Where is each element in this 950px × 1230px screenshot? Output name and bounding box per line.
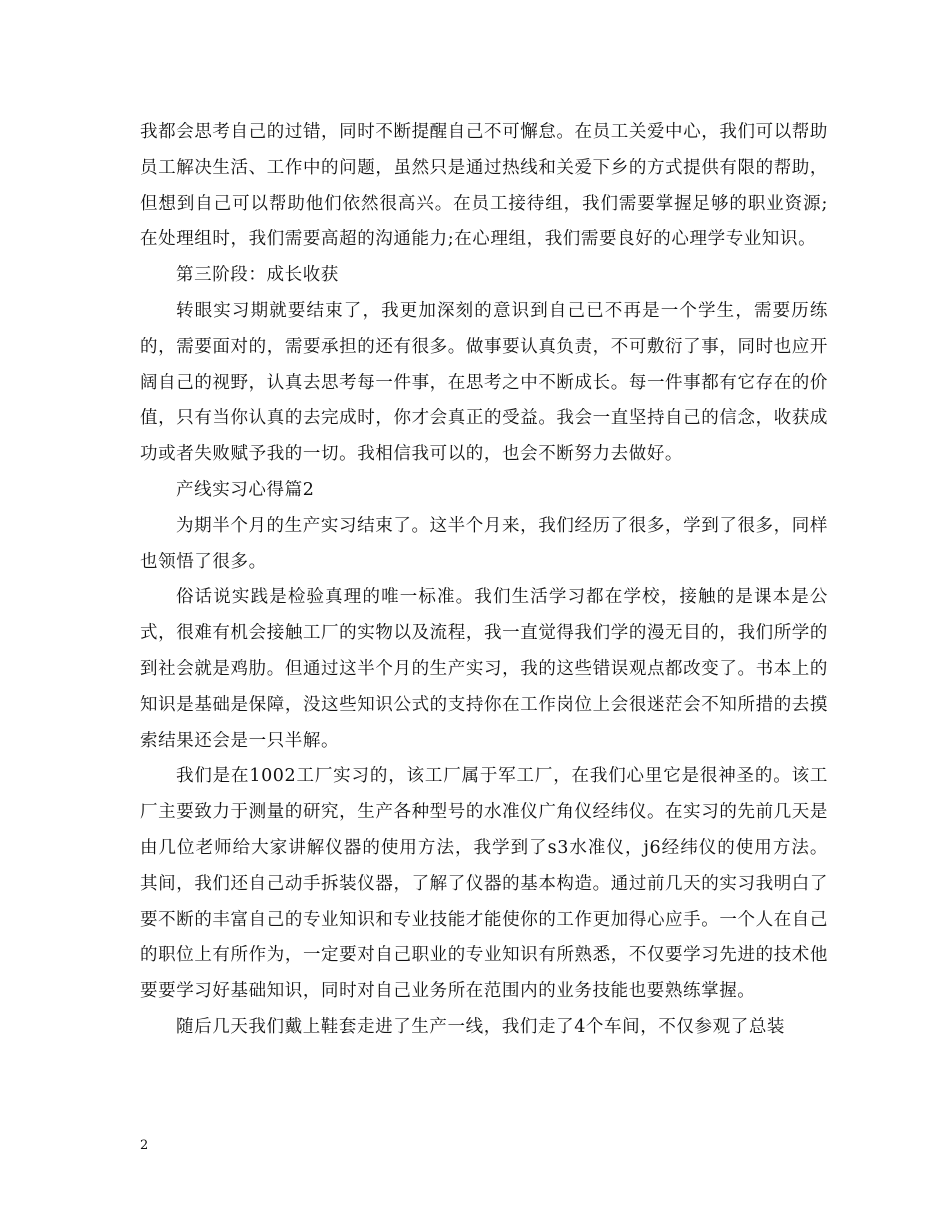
- paragraph: 转眼实习期就要结束了，我更加深刻的意识到自己已不再是一个学生，需要历练的，需要面对的，需要承担的还有很多。做事要认真负责，不可敷衍了事，同时也应开阔自己的视野，认真去思考每一件事，在思考之中不断成长。每一件事都有它存在的价值，只有当你认真的去完成时，你才会真正的受益。我会一直坚持自己的信念，收获成功或者失败赋予我的一切。我相信我可以的，也会不断努力去做好。: [140, 300, 828, 465]
- article-heading: 产线实习心得篇2: [176, 479, 315, 500]
- paragraph: 我都会思考自己的过错，同时不断提醒自己不可懈怠。在员工关爱中心，我们可以帮助员工解决生活、工作中的问题，虽然只是通过热线和关爱下乡的方式提供有限的帮助，但想到自己可以帮助他们依然很高兴。在员工接待组，我们需要掌握足够的职业资源;在处理组时，我们需要高超的沟通能力;在心理组，我们需要良好的心理学专业知识。: [140, 122, 828, 250]
- paragraph: 为期半个月的生产实习结束了。这半个月来，我们经历了很多，学到了很多，同样也领悟了很多。: [140, 515, 828, 572]
- paragraph: 我们是在1002工厂实习的，该工厂属于军工厂，在我们心里它是很神圣的。该工厂主要致力于测量的研究，生产各种型号的水准仪广角仪经纬仪。在实习的先前几天是由几位老师给大家讲解仪器的使用方法，我学到了s3水准仪，j6经纬仪的使用方法。其间，我们还自己动手拆装仪器，了解了仪器的基本构造。通过前几天的实习我明白了要不断的丰富自己的专业知识和专业技能才能使你的工作更加得心应手。一个人在自己的职位上有所作为，一定要对自己职业的专业知识有所熟悉，不仅要学习先进的技术他要要学习好基础知识，同时对自己业务所在范围内的业务技能也要熟练掌握。: [140, 766, 828, 1002]
- page-number: 2: [140, 1138, 149, 1153]
- section-heading: 第三阶段：成长收获: [176, 265, 339, 286]
- paragraph: 俗话说实践是检验真理的唯一标准。我们生活学习都在学校，接触的是课本是公式，很难有机会接触工厂的实物以及流程，我一直觉得我们学的漫无目的，我们所学的到社会就是鸡肋。但通过这半个月的生产实习，我的这些错误观点都改变了。书本上的知识是基础是保障，没这些知识公式的支持你在工作岗位上会很迷茫会不知所措的去摸索结果还会是一只半解。: [140, 587, 828, 751]
- document-body: [140, 115, 828, 1046]
- paragraph: 随后几天我们戴上鞋套走进了生产一线，我们走了4个车间，不仅参观了总装: [176, 1016, 786, 1037]
